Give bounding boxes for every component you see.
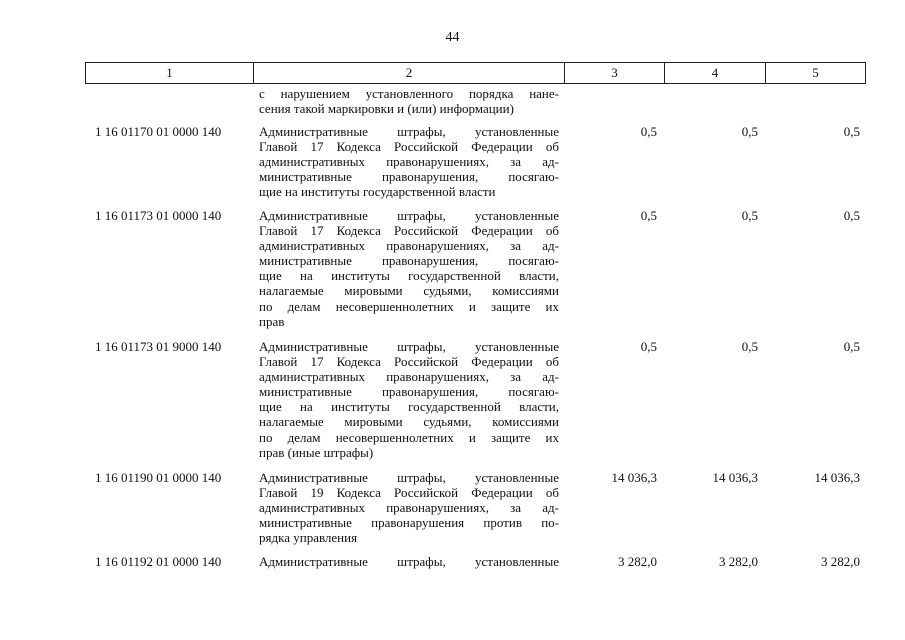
desc-line: налагаемые мировыми судьями, комиссиями [259,414,559,430]
row-value-4: 3 282,0 [719,554,758,569]
desc-line: сения такой маркировки и (или) информации) [259,101,514,117]
row-value-5: 14 036,3 [814,470,860,485]
row-code: 1 16 01173 01 0000 140 [95,208,222,223]
desc-line: административных правонарушениях, за ад- [259,238,559,254]
continuation-text [259,86,559,116]
desc-line: министративные правонарушения, посягаю- [259,253,559,269]
row-code: 1 16 01192 01 0000 140 [95,554,222,569]
desc-line: Административные штрафы, установленные [259,470,559,485]
row-code: 1 16 01173 01 9000 140 [95,339,222,354]
desc-line: по делам несовершеннолетних и защите их [259,298,559,314]
header-col-5: 5 [812,65,819,80]
desc-line: щие на институты государственной власти, [259,268,559,284]
desc-line: административных правонарушениях, за ад- [259,500,559,516]
row-description [259,339,559,460]
desc-line: административных правонарушениях, за ад- [259,154,559,170]
table-header [85,62,866,84]
desc-line: Главой 19 Кодекса Российской Федерации об [259,485,559,501]
desc-line: по делам несовершеннолетних и защите их [259,429,559,445]
row-description [259,208,559,329]
row-value-4: 14 036,3 [712,470,758,485]
desc-line: Административные штрафы, установленные [259,124,559,139]
row-value-4: 0,5 [741,124,758,139]
header-col-2: 2 [254,63,565,83]
desc-line: Главой 17 Кодекса Российской Федерации об [259,354,559,370]
desc-line: Административные штрафы, установленные [259,339,559,354]
desc-line: административных правонарушениях, за ад- [259,369,559,385]
desc-line: с нарушением установленного порядка нане- [259,86,559,101]
row-description [259,554,559,569]
row-value-5: 0,5 [843,339,860,354]
row-code: 1 16 01190 01 0000 140 [95,470,222,485]
row-value-3: 0,5 [640,124,657,139]
row-value-5: 0,5 [843,124,860,139]
row-value-4: 0,5 [741,208,758,223]
desc-line: Административные штрафы, установленные [259,208,559,223]
header-col-3: 3 [565,63,665,83]
desc-line: Главой 17 Кодекса Российской Федерации об [259,139,559,155]
row-value-5: 3 282,0 [821,554,860,569]
desc-line: прав (иные штрафы) [259,444,374,460]
row-description [259,124,559,199]
desc-line: налагаемые мировыми судьями, комиссиями [259,283,559,299]
desc-line: министративные правонарушения, посягаю- [259,384,559,400]
row-value-3: 3 282,0 [618,554,657,569]
desc-line: рядка управления [259,530,358,546]
page-number: 44 [445,30,460,45]
row-value-3: 0,5 [640,339,657,354]
row-description [259,470,559,545]
desc-line: министративные правонарушения, посягаю- [259,169,559,185]
desc-line: прав [259,313,285,329]
row-value-4: 0,5 [741,339,758,354]
row-value-3: 0,5 [640,208,657,223]
desc-line: Административные штрафы, установленные [259,554,559,569]
desc-line: щие на институты государственной власти, [259,399,559,415]
desc-line: щие на институты государственной власти [259,184,496,200]
row-value-3: 14 036,3 [611,470,657,485]
desc-line: министративные правонарушения против по- [259,515,559,531]
row-code: 1 16 01170 01 0000 140 [95,124,222,139]
row-value-5: 0,5 [843,208,860,223]
desc-line: Главой 17 Кодекса Российской Федерации об [259,223,559,239]
header-col-4: 4 [665,63,766,83]
header-col-1: 1 [86,63,254,83]
